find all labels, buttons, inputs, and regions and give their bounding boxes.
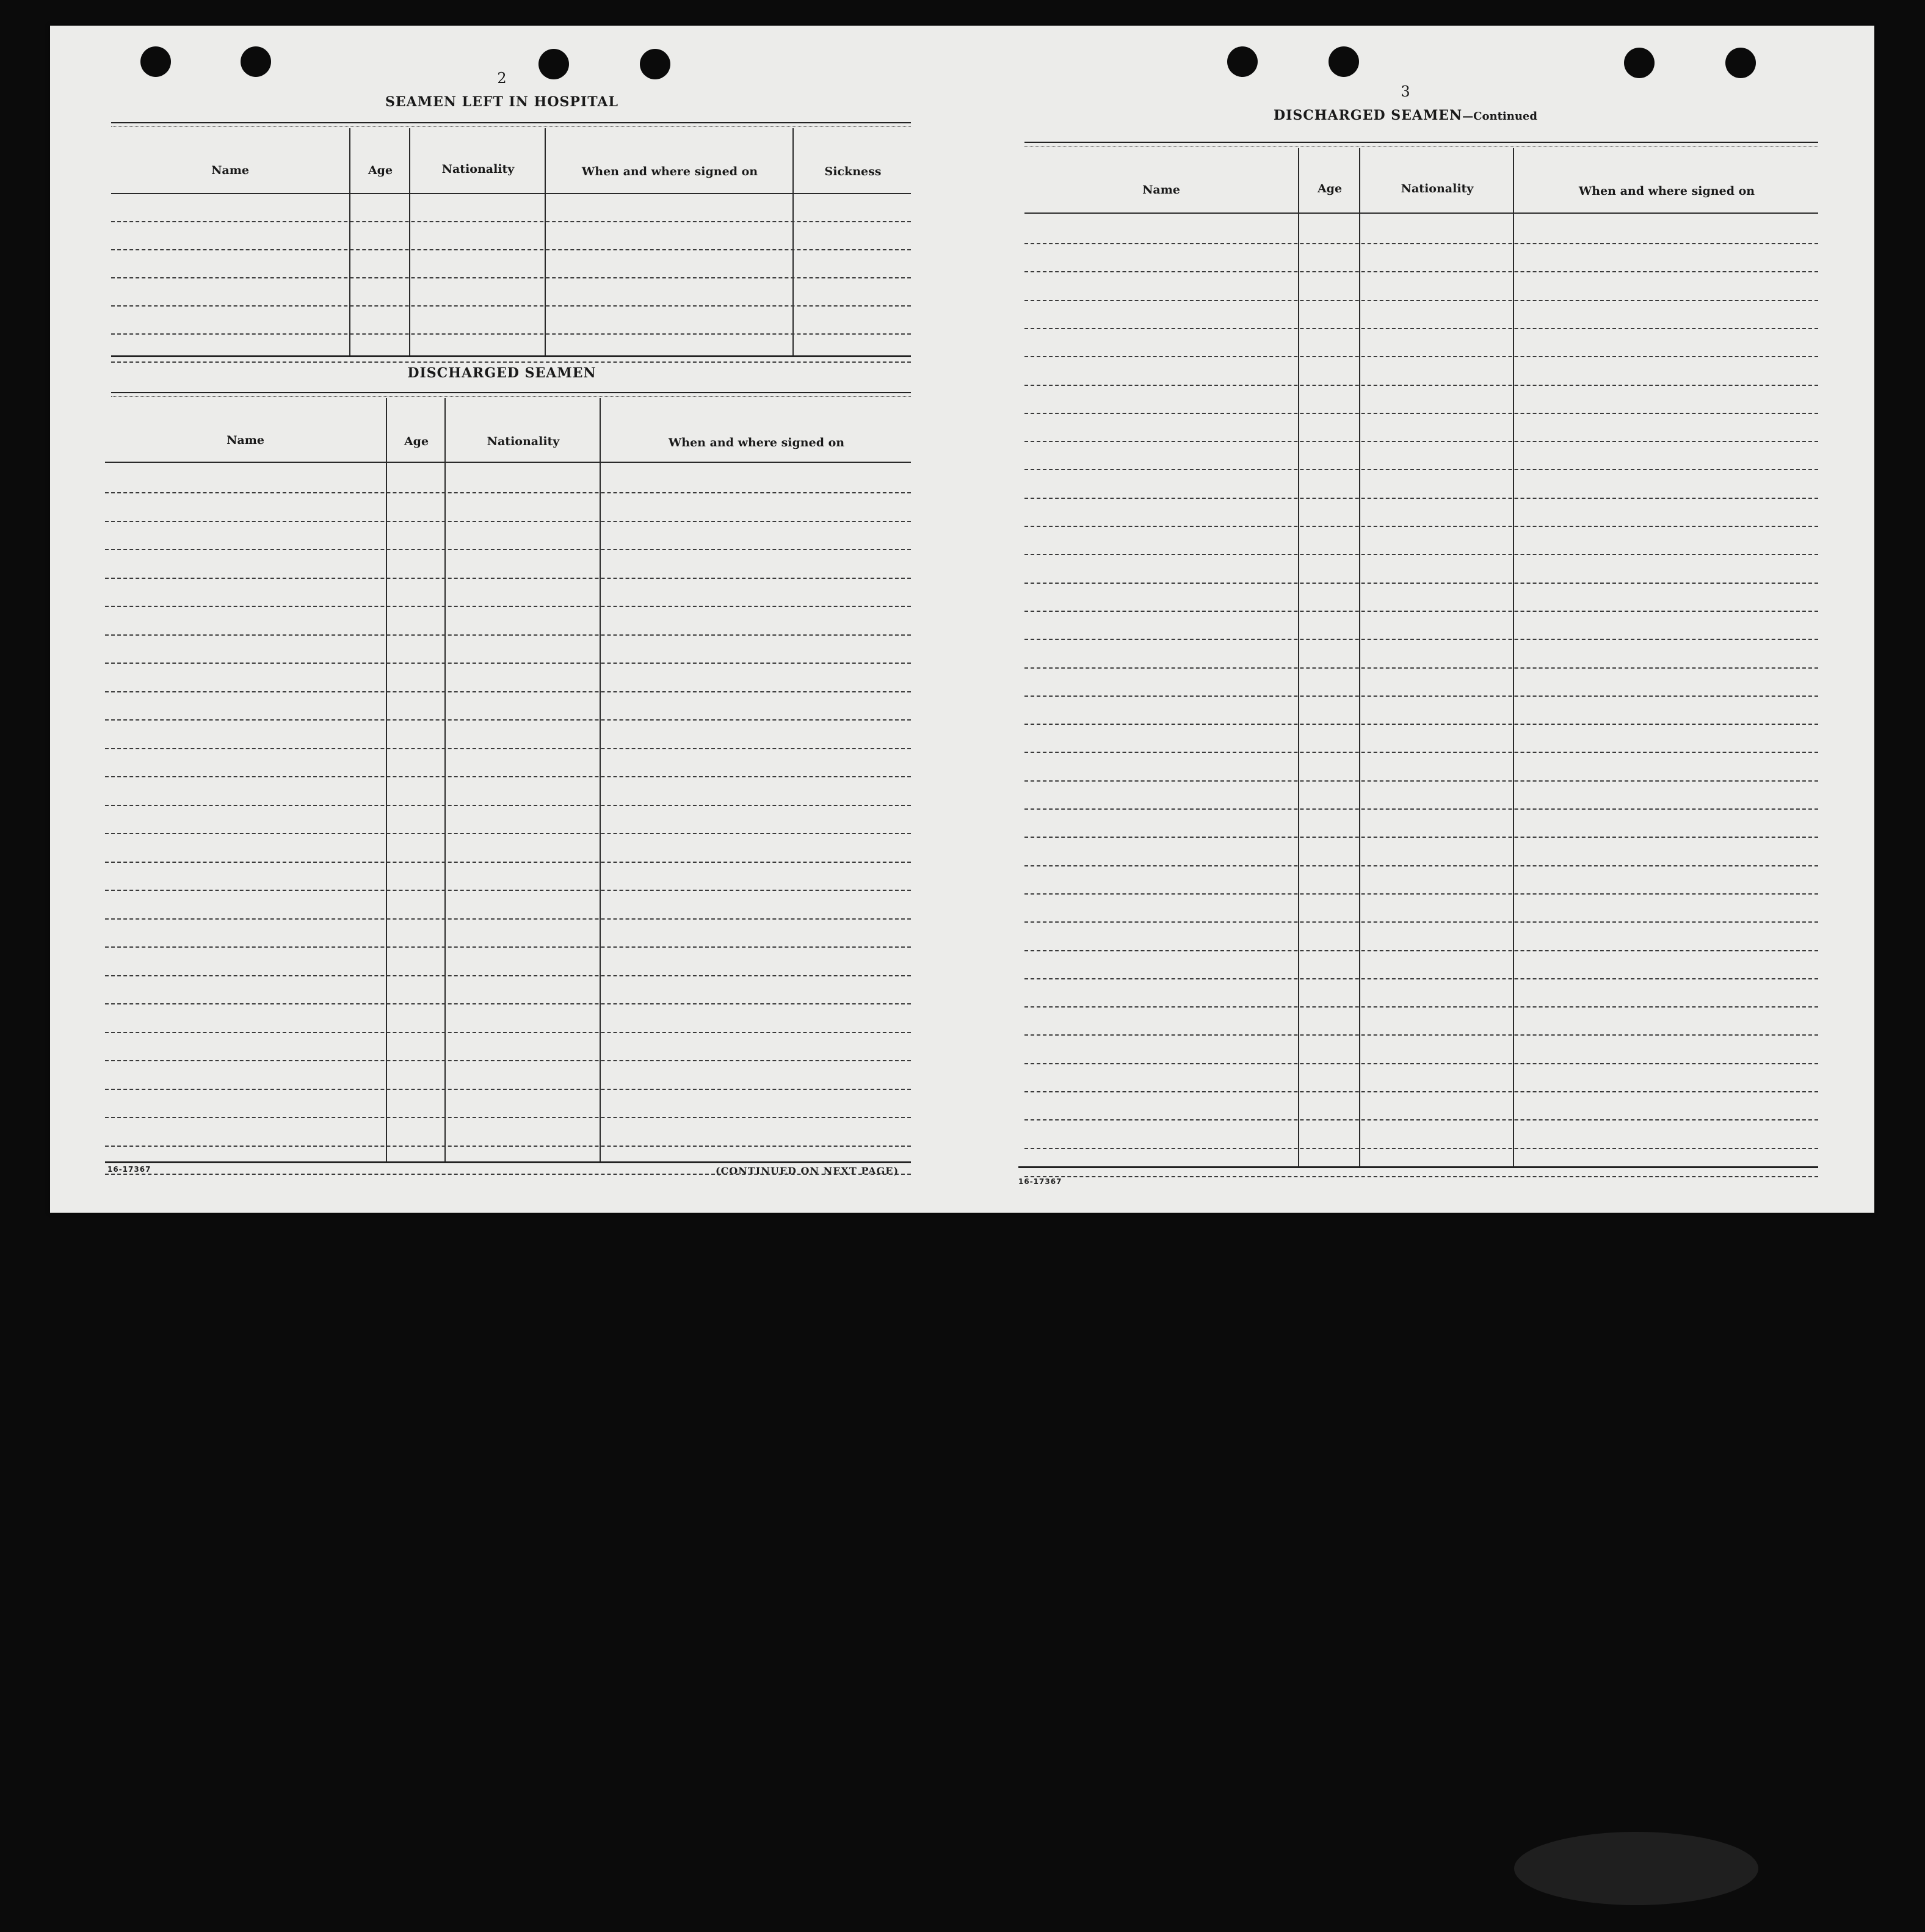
continued-section-title <box>1222 107 1589 123</box>
form-row-line <box>1024 328 1818 329</box>
form-row-line <box>105 663 911 664</box>
form-row-line <box>1024 441 1818 442</box>
form-row-line <box>111 305 911 307</box>
form-row-line <box>105 578 911 579</box>
page-number: 3 <box>1401 83 1410 100</box>
form-row-line <box>1024 837 1818 838</box>
form-row-line <box>111 277 911 278</box>
discharged-section-title: DISCHARGED SEAMEN <box>407 365 596 381</box>
section-title-text: DISCHARGED SEAMEN <box>1274 107 1463 123</box>
form-row-line <box>105 748 911 749</box>
section-rule <box>111 355 911 357</box>
col-header-age: Age <box>368 164 393 177</box>
form-row-line <box>105 918 911 920</box>
bottom-rule <box>1018 1166 1818 1168</box>
form-row-line <box>1024 413 1818 414</box>
form-row-line <box>105 521 911 522</box>
form-row-line <box>1024 356 1818 357</box>
form-row-line <box>105 862 911 863</box>
form-row-line <box>1024 1006 1818 1008</box>
double-rule <box>111 122 911 127</box>
header-rule <box>1024 212 1818 214</box>
form-row-line <box>1024 893 1818 895</box>
form-row-line <box>1024 498 1818 499</box>
hospital-section-title: SEAMEN LEFT IN HOSPITAL <box>385 94 618 110</box>
continued-note: (CONTINUED ON NEXT PAGE) <box>716 1165 899 1177</box>
form-row-line <box>1024 385 1818 386</box>
col-header-signed-on: When and where signed on <box>1578 184 1755 198</box>
form-row-line <box>1024 808 1818 810</box>
form-row-line <box>105 719 911 721</box>
form-row-line <box>1024 639 1818 640</box>
form-row-line <box>105 1146 911 1147</box>
discharged-table <box>105 398 911 1161</box>
form-row-line <box>105 1117 911 1118</box>
form-row-line <box>105 634 911 636</box>
col-header-nationality: Nationality <box>1401 182 1474 195</box>
form-row-line <box>105 833 911 834</box>
col-header-signed-on: When and where signed on <box>581 165 758 178</box>
form-row-line <box>1024 950 1818 951</box>
double-rule <box>1024 142 1818 147</box>
col-header-nationality: Nationality <box>441 162 515 176</box>
form-number: 16-17367 <box>1018 1177 1062 1186</box>
form-row-line <box>1024 978 1818 979</box>
col-header-nationality: Nationality <box>487 435 560 448</box>
header-rule <box>105 462 911 463</box>
form-row-line <box>1024 752 1818 753</box>
col-header-age: Age <box>1317 182 1343 195</box>
form-row-line <box>1024 865 1818 866</box>
form-row-line <box>1024 271 1818 272</box>
form-row-line <box>1024 469 1818 470</box>
left-page <box>50 26 954 1213</box>
form-row-line <box>1024 300 1818 301</box>
form-row-line <box>1024 611 1818 612</box>
form-row-line <box>1024 1148 1818 1149</box>
form-row-line <box>1024 724 1818 725</box>
page-number: 2 <box>497 70 507 87</box>
continued-table <box>1024 148 1818 1166</box>
form-row-line <box>105 1003 911 1004</box>
col-header-name: Name <box>1142 183 1180 197</box>
hospital-table <box>111 128 911 355</box>
form-row-line <box>111 249 911 250</box>
form-row-line <box>1024 695 1818 697</box>
form-row-line <box>1024 1091 1818 1092</box>
form-row-line <box>1024 1176 1818 1177</box>
form-row-line <box>1024 1119 1818 1120</box>
form-row-line <box>105 549 911 550</box>
form-row-line <box>1024 1063 1818 1064</box>
form-row-line <box>1024 583 1818 584</box>
form-row-line <box>111 221 911 222</box>
form-row-line <box>105 1032 911 1033</box>
double-rule <box>111 392 911 397</box>
form-row-line <box>111 333 911 335</box>
form-row-line <box>1024 1034 1818 1036</box>
header-rule <box>111 193 911 194</box>
col-header-age: Age <box>404 435 429 448</box>
col-header-name: Name <box>227 434 264 447</box>
col-header-sickness: Sickness <box>824 165 882 178</box>
col-header-signed-on: When and where signed on <box>668 436 845 449</box>
form-number: 16-17367 <box>107 1165 151 1174</box>
form-row-line <box>1024 921 1818 923</box>
section-title-suffix: —Continued <box>1462 110 1537 123</box>
form-row-line <box>1024 780 1818 782</box>
form-row-line <box>105 606 911 607</box>
form-row-line <box>105 975 911 976</box>
form-sheet <box>50 26 1874 1213</box>
form-row-line <box>105 1060 911 1061</box>
form-row-line <box>1024 526 1818 527</box>
form-row-line <box>105 691 911 692</box>
form-row-line <box>1024 554 1818 555</box>
form-row-line <box>1024 667 1818 669</box>
form-row-line <box>105 946 911 948</box>
bottom-rule <box>105 1161 911 1163</box>
form-row-line <box>105 492 911 493</box>
form-row-line <box>105 776 911 777</box>
form-row-line <box>1024 243 1818 244</box>
right-page <box>1002 26 1869 1213</box>
col-header-name: Name <box>211 164 249 177</box>
form-row-line <box>105 805 911 806</box>
film-smudge <box>1514 1832 1758 1905</box>
form-row-line <box>111 361 911 363</box>
form-row-line <box>105 1089 911 1090</box>
form-row-line <box>105 890 911 891</box>
